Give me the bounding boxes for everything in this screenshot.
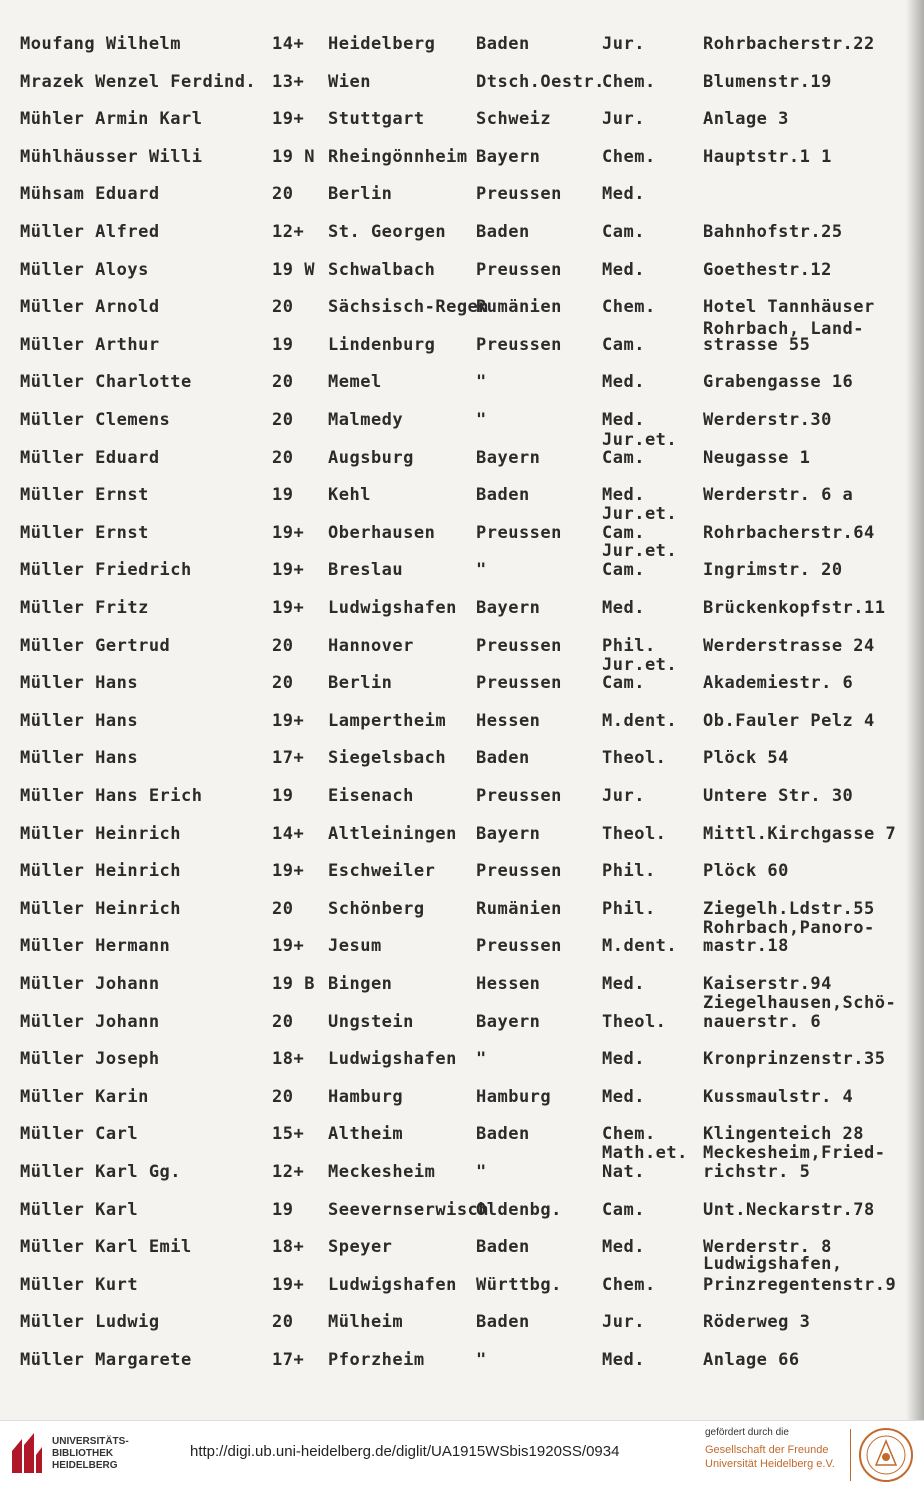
home-city-cell: Lindenburg — [328, 335, 436, 355]
semester-cell: 13+ — [272, 72, 305, 92]
student-name-cell: Mühlhäusser Willi — [20, 147, 203, 167]
home-state-cell: " — [476, 1350, 487, 1370]
home-city-cell: Berlin — [328, 184, 393, 204]
home-state-cell: " — [476, 410, 487, 430]
semester-cell: 19+ — [272, 711, 305, 731]
home-city-cell: Berlin — [328, 673, 393, 693]
home-city-cell: Augsburg — [328, 448, 414, 468]
faculty-continuation: Jur.et. — [602, 504, 678, 524]
home-city-cell: Hamburg — [328, 1087, 404, 1107]
faculty-cell: Chem. — [602, 297, 656, 317]
home-city-cell: Ludwigshafen — [328, 598, 457, 618]
home-city-cell: Hannover — [328, 636, 414, 656]
semester-cell: 19 W — [272, 260, 315, 280]
address-continuation: Meckesheim,Fried- — [703, 1143, 886, 1163]
table-row — [0, 748, 924, 770]
student-name-cell: Müller Hans — [20, 711, 139, 731]
student-name-cell: Müller Friedrich — [20, 560, 192, 580]
table-row — [0, 260, 924, 282]
home-city-cell: Ungstein — [328, 1012, 414, 1032]
address-cell: Werderstr.30 — [703, 410, 832, 430]
faculty-cell: Theol. — [602, 824, 667, 844]
faculty-cell: Cam. — [602, 448, 645, 468]
student-name-cell: Müller Heinrich — [20, 861, 182, 881]
home-city-cell: Bingen — [328, 974, 393, 994]
home-state-cell: Preussen — [476, 184, 562, 204]
society-name-line: Universität Heidelberg e.V. — [705, 1458, 835, 1470]
home-city-cell: St. Georgen — [328, 222, 447, 242]
home-city-cell: Pforzheim — [328, 1350, 425, 1370]
table-row — [0, 485, 924, 507]
student-name-cell: Müller Clemens — [20, 410, 171, 430]
address-cell: Klingenteich 28 — [703, 1124, 865, 1144]
faculty-cell: Med. — [602, 1087, 645, 1107]
home-state-cell: Preussen — [476, 786, 562, 806]
student-name-cell: Müller Alfred — [20, 222, 160, 242]
address-cell: Werderstrasse 24 — [703, 636, 875, 656]
semester-cell: 19+ — [272, 109, 305, 129]
address-cell: Ob.Fauler Pelz 4 — [703, 711, 875, 731]
faculty-continuation: Jur.et. — [602, 655, 678, 675]
semester-cell: 19 — [272, 485, 294, 505]
table-row — [0, 1275, 924, 1297]
table-row — [0, 1087, 924, 1109]
address-cell: Rohrbacherstr.64 — [703, 523, 875, 543]
address-continuation: Ziegelhausen,Schö- — [703, 993, 897, 1013]
student-name-cell: Mrazek Wenzel Ferdind. — [20, 72, 257, 92]
home-state-cell: Preussen — [476, 523, 562, 543]
faculty-cell: Med. — [602, 598, 645, 618]
semester-cell: 14+ — [272, 824, 305, 844]
student-name-cell: Müller Karl — [20, 1200, 139, 1220]
semester-cell: 15+ — [272, 1124, 305, 1144]
home-city-cell: Wien — [328, 72, 371, 92]
semester-cell: 19+ — [272, 936, 305, 956]
home-city-cell: Schwalbach — [328, 260, 436, 280]
address-cell: Röderweg 3 — [703, 1312, 811, 1332]
student-name-cell: Müller Charlotte — [20, 372, 192, 392]
address-cell: Blumenstr.19 — [703, 72, 832, 92]
home-state-cell: Baden — [476, 34, 530, 54]
home-city-cell: Kehl — [328, 485, 371, 505]
faculty-cell: Med. — [602, 1350, 645, 1370]
faculty-cell: Theol. — [602, 748, 667, 768]
home-city-cell: Rheingönnheim — [328, 147, 468, 167]
student-name-cell: Mühler Armin Karl — [20, 109, 203, 129]
home-city-cell: Speyer — [328, 1237, 393, 1257]
table-row — [0, 109, 924, 131]
home-city-cell: Ludwigshafen — [328, 1049, 457, 1069]
faculty-cell: Jur. — [602, 109, 645, 129]
home-city-cell: Altleiningen — [328, 824, 457, 844]
table-row — [0, 861, 924, 883]
semester-cell: 19+ — [272, 1275, 305, 1295]
faculty-cell: Med. — [602, 1049, 645, 1069]
address-cell: Akademiestr. 6 — [703, 673, 854, 693]
table-row — [0, 824, 924, 846]
home-state-cell: Hessen — [476, 711, 541, 731]
semester-cell: 19+ — [272, 598, 305, 618]
address-cell: Mittl.Kirchgasse 7 — [703, 824, 897, 844]
table-row — [0, 222, 924, 244]
student-name-cell: Müller Hermann — [20, 936, 171, 956]
table-row — [0, 711, 924, 733]
student-name-cell: Müller Eduard — [20, 448, 160, 468]
faculty-cell: M.dent. — [602, 936, 678, 956]
home-state-cell: Preussen — [476, 861, 562, 881]
address-cell: Anlage 66 — [703, 1350, 800, 1370]
home-state-cell: Preussen — [476, 936, 562, 956]
table-row — [0, 372, 924, 394]
semester-cell: 20 — [272, 410, 294, 430]
student-name-cell: Müller Johann — [20, 974, 160, 994]
semester-cell: 19 B — [272, 974, 315, 994]
university-seal-icon — [858, 1427, 914, 1483]
address-cell: Grabengasse 16 — [703, 372, 854, 392]
faculty-cell: Phil. — [602, 636, 656, 656]
semester-cell: 20 — [272, 1012, 294, 1032]
semester-cell: 20 — [272, 1087, 294, 1107]
student-name-cell: Müller Ernst — [20, 485, 149, 505]
student-name-cell: Müller Joseph — [20, 1049, 160, 1069]
student-name-cell: Moufang Wilhelm — [20, 34, 182, 54]
home-state-cell: Preussen — [476, 260, 562, 280]
home-state-cell: Dtsch.Oestr. — [476, 72, 605, 92]
student-name-cell: Müller Gertrud — [20, 636, 171, 656]
faculty-cell: Jur. — [602, 1312, 645, 1332]
student-name-cell: Müller Hans — [20, 673, 139, 693]
table-row — [0, 1312, 924, 1334]
student-name-cell: Müller Ludwig — [20, 1312, 160, 1332]
home-city-cell: Ludwigshafen — [328, 1275, 457, 1295]
address-cell: mastr.18 — [703, 936, 789, 956]
society-name — [705, 1443, 835, 1471]
home-state-cell: Baden — [476, 1124, 530, 1144]
table-row — [0, 1012, 924, 1034]
library-name-line: BIBLIOTHEK — [52, 1448, 114, 1459]
address-cell: Werderstr. 6 a — [703, 485, 854, 505]
library-name-line: UNIVERSITÄTS- — [52, 1436, 129, 1447]
faculty-cell: Jur. — [602, 786, 645, 806]
semester-cell: 19 N — [272, 147, 315, 167]
student-name-cell: Müller Hans — [20, 748, 139, 768]
student-name-cell: Müller Hans Erich — [20, 786, 203, 806]
funded-by-label: gefördert durch die — [705, 1427, 789, 1438]
semester-cell: 20 — [272, 1312, 294, 1332]
home-city-cell: Meckesheim — [328, 1162, 436, 1182]
home-city-cell: Lampertheim — [328, 711, 447, 731]
library-name-line: HEIDELBERG — [52, 1460, 118, 1471]
home-state-cell: Preussen — [476, 636, 562, 656]
home-city-cell: Schönberg — [328, 899, 425, 919]
semester-cell: 14+ — [272, 34, 305, 54]
table-row — [0, 598, 924, 620]
address-cell: Hauptstr.1 1 — [703, 147, 832, 167]
table-row — [0, 786, 924, 808]
address-cell: nauerstr. 6 — [703, 1012, 822, 1032]
semester-cell: 17+ — [272, 748, 305, 768]
table-row — [0, 147, 924, 169]
table-row — [0, 410, 924, 432]
semester-cell: 19 — [272, 1200, 294, 1220]
home-state-cell: Baden — [476, 222, 530, 242]
faculty-cell: Theol. — [602, 1012, 667, 1032]
faculty-cell: Phil. — [602, 861, 656, 881]
student-name-cell: Müller Margarete — [20, 1350, 192, 1370]
semester-cell: 20 — [272, 899, 294, 919]
faculty-cell: Med. — [602, 372, 645, 392]
semester-cell: 17+ — [272, 1350, 305, 1370]
table-row — [0, 72, 924, 94]
home-city-cell: Malmedy — [328, 410, 404, 430]
student-name-cell: Müller Karl Gg. — [20, 1162, 182, 1182]
society-name-line: Gesellschaft der Freunde — [705, 1444, 829, 1456]
semester-cell: 12+ — [272, 1162, 305, 1182]
semester-cell: 19 — [272, 335, 294, 355]
home-city-cell: Eschweiler — [328, 861, 436, 881]
home-state-cell: Schweiz — [476, 109, 552, 129]
address-cell: Plöck 54 — [703, 748, 789, 768]
faculty-cell: Nat. — [602, 1162, 645, 1182]
student-name-cell: Müller Aloys — [20, 260, 149, 280]
semester-cell: 19 — [272, 786, 294, 806]
home-city-cell: Heidelberg — [328, 34, 436, 54]
library-logo-icon — [10, 1431, 44, 1475]
home-state-cell: Württbg. — [476, 1275, 562, 1295]
faculty-cell: Med. — [602, 184, 645, 204]
home-state-cell: Hamburg — [476, 1087, 552, 1107]
home-state-cell: Baden — [476, 485, 530, 505]
home-state-cell: Baden — [476, 1312, 530, 1332]
semester-cell: 19+ — [272, 560, 305, 580]
home-state-cell: " — [476, 1049, 487, 1069]
faculty-continuation: Math.et. — [602, 1143, 688, 1163]
home-state-cell: Hessen — [476, 974, 541, 994]
table-row — [0, 1350, 924, 1372]
semester-cell: 20 — [272, 448, 294, 468]
student-name-cell: Müller Kurt — [20, 1275, 139, 1295]
student-name-cell: Müller Heinrich — [20, 824, 182, 844]
address-cell: Ziegelh.Ldstr.55 — [703, 899, 875, 919]
home-state-cell: Bayern — [476, 598, 541, 618]
library-name — [52, 1436, 142, 1472]
semester-cell: 19+ — [272, 861, 305, 881]
footer-divider — [850, 1429, 851, 1481]
home-state-cell: Rumänien — [476, 297, 562, 317]
home-state-cell: Baden — [476, 1237, 530, 1257]
home-city-cell: Eisenach — [328, 786, 414, 806]
student-name-cell: Müller Karin — [20, 1087, 149, 1107]
address-cell: Hotel Tannhäuser — [703, 297, 875, 317]
address-cell: richstr. 5 — [703, 1162, 811, 1182]
table-row — [0, 184, 924, 206]
home-city-cell: Altheim — [328, 1124, 404, 1144]
faculty-cell: Chem. — [602, 72, 656, 92]
faculty-cell: M.dent. — [602, 711, 678, 731]
home-state-cell: Oldenbg. — [476, 1200, 562, 1220]
address-cell: Unt.Neckarstr.78 — [703, 1200, 875, 1220]
home-state-cell: Bayern — [476, 448, 541, 468]
student-name-cell: Müller Fritz — [20, 598, 149, 618]
table-row — [0, 936, 924, 958]
home-city-cell: Sächsisch-Regen — [328, 297, 490, 317]
student-name-cell: Mühsam Eduard — [20, 184, 160, 204]
faculty-cell: Med. — [602, 485, 645, 505]
faculty-cell: Chem. — [602, 147, 656, 167]
address-cell: Goethestr.12 — [703, 260, 832, 280]
home-state-cell: Baden — [476, 748, 530, 768]
address-cell: Kaiserstr.94 — [703, 974, 832, 994]
table-row — [0, 523, 924, 545]
faculty-cell: Med. — [602, 410, 645, 430]
home-city-cell: Memel — [328, 372, 382, 392]
faculty-cell: Cam. — [602, 673, 645, 693]
source-url-link[interactable]: http://digi.ub.uni-heidelberg.de/diglit/UA1915WSbis1920SS/0934 — [190, 1443, 620, 1460]
student-name-cell: Müller Karl Emil — [20, 1237, 192, 1257]
address-cell: Kronprinzenstr.35 — [703, 1049, 886, 1069]
table-row — [0, 560, 924, 582]
student-name-cell: Müller Ernst — [20, 523, 149, 543]
home-city-cell: Breslau — [328, 560, 404, 580]
home-state-cell: Rumänien — [476, 899, 562, 919]
address-cell: Neugasse 1 — [703, 448, 811, 468]
address-cell: Untere Str. 30 — [703, 786, 854, 806]
faculty-cell: Chem. — [602, 1124, 656, 1144]
semester-cell: 20 — [272, 184, 294, 204]
semester-cell: 20 — [272, 372, 294, 392]
address-cell: Ingrimstr. 20 — [703, 560, 843, 580]
table-row — [0, 297, 924, 319]
semester-cell: 12+ — [272, 222, 305, 242]
faculty-cell: Cam. — [602, 335, 645, 355]
semester-cell: 18+ — [272, 1049, 305, 1069]
home-state-cell: " — [476, 560, 487, 580]
table-row — [0, 34, 924, 56]
address-cell: strasse 55 — [703, 335, 811, 355]
table-row — [0, 1049, 924, 1071]
home-city-cell: Jesum — [328, 936, 382, 956]
home-city-cell: Seevernserwisch — [328, 1200, 490, 1220]
student-name-cell: Müller Johann — [20, 1012, 160, 1032]
address-cell: Prinzregentenstr.9 — [703, 1275, 897, 1295]
home-state-cell: " — [476, 372, 487, 392]
student-name-cell: Müller Heinrich — [20, 899, 182, 919]
faculty-cell: Med. — [602, 260, 645, 280]
address-continuation: Rohrbach, Land- — [703, 319, 865, 339]
address-cell: Bahnhofstr.25 — [703, 222, 843, 242]
faculty-cell: Med. — [602, 974, 645, 994]
home-city-cell: Siegelsbach — [328, 748, 447, 768]
address-cell: Kussmaulstr. 4 — [703, 1087, 854, 1107]
faculty-cell: Cam. — [602, 1200, 645, 1220]
faculty-cell: Cam. — [602, 222, 645, 242]
student-name-cell: Müller Arthur — [20, 335, 160, 355]
semester-cell: 20 — [272, 297, 294, 317]
faculty-continuation: Jur.et. — [602, 541, 678, 561]
address-cell: Plöck 60 — [703, 861, 789, 881]
semester-cell: 20 — [272, 673, 294, 693]
address-cell: Werderstr. 8 — [703, 1237, 832, 1257]
address-continuation: Rohrbach,Panoro- — [703, 918, 875, 938]
home-city-cell: Stuttgart — [328, 109, 425, 129]
faculty-cell: Cam. — [602, 560, 645, 580]
faculty-continuation: Jur.et. — [602, 430, 678, 450]
table-row — [0, 673, 924, 695]
address-cell: Brückenkopfstr.11 — [703, 598, 886, 618]
home-state-cell: Preussen — [476, 335, 562, 355]
home-state-cell: Bayern — [476, 824, 541, 844]
address-cell: Rohrbacherstr.22 — [703, 34, 875, 54]
table-row — [0, 448, 924, 470]
semester-cell: 18+ — [272, 1237, 305, 1257]
home-state-cell: Bayern — [476, 1012, 541, 1032]
faculty-cell: Jur. — [602, 34, 645, 54]
table-row — [0, 1200, 924, 1222]
semester-cell: 20 — [272, 636, 294, 656]
table-row — [0, 636, 924, 658]
home-city-cell: Mülheim — [328, 1312, 404, 1332]
home-state-cell: " — [476, 1162, 487, 1182]
address-continuation: Ludwigshafen, — [703, 1254, 843, 1274]
home-state-cell: Bayern — [476, 147, 541, 167]
faculty-cell: Phil. — [602, 899, 656, 919]
home-state-cell: Preussen — [476, 673, 562, 693]
footer-bar — [0, 1420, 924, 1488]
student-name-cell: Müller Carl — [20, 1124, 139, 1144]
faculty-cell: Med. — [602, 1237, 645, 1257]
semester-cell: 19+ — [272, 523, 305, 543]
home-city-cell: Oberhausen — [328, 523, 436, 543]
table-row — [0, 1162, 924, 1184]
faculty-cell: Chem. — [602, 1275, 656, 1295]
address-cell: Anlage 3 — [703, 109, 789, 129]
student-name-cell: Müller Arnold — [20, 297, 160, 317]
faculty-cell: Cam. — [602, 523, 645, 543]
